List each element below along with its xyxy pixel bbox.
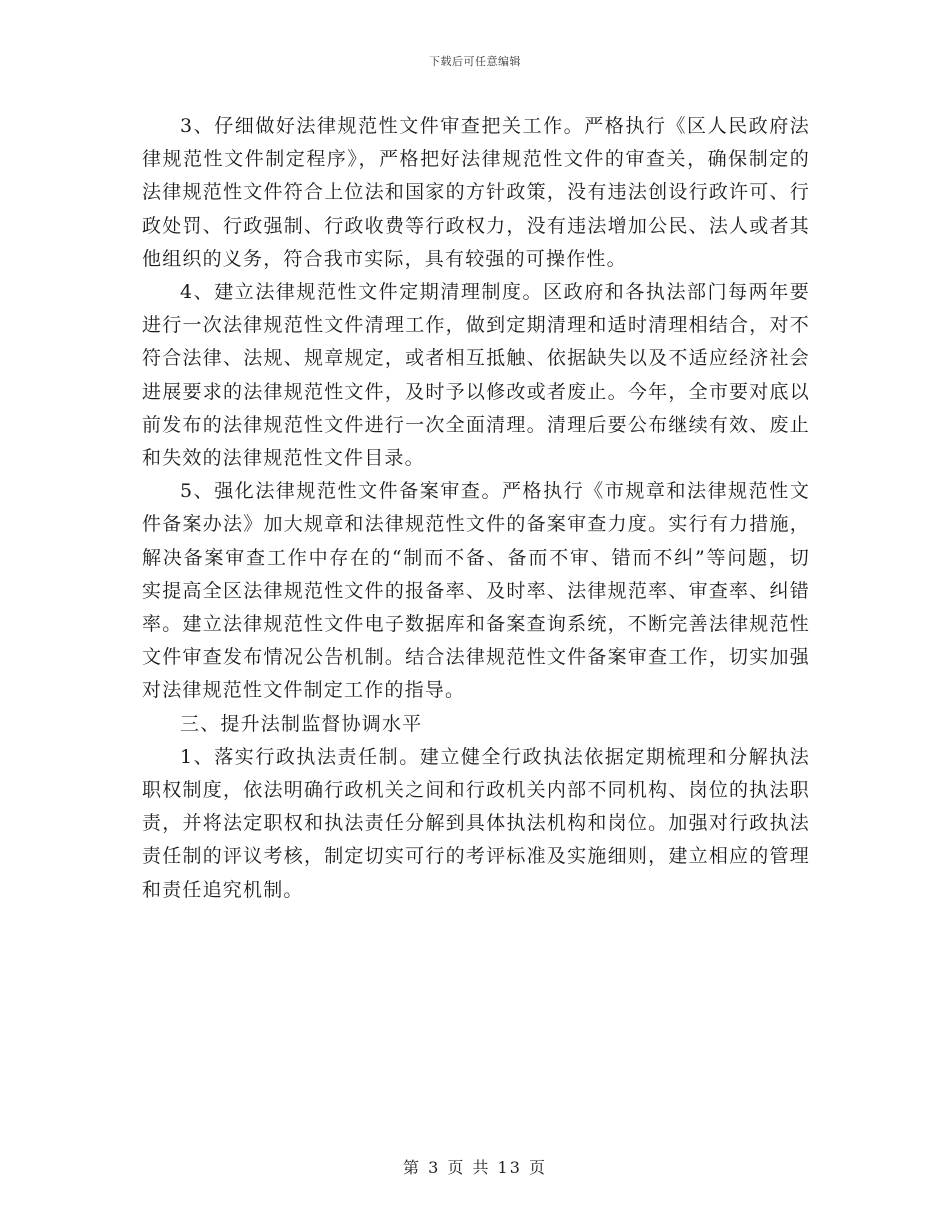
document-body [142, 110, 810, 907]
page-footer: 第 3 页 共 13 页 [403, 1158, 547, 1177]
section-heading-3: 三、提升法制监督协调水平 [180, 712, 423, 735]
page-header: 下载后可任意编辑 [429, 55, 521, 68]
paragraph-item-3: 3、仔细做好法律规范性文件审查把关工作。严格执行《区人民政府法律规范性文件制定程序》，严格把好法律规范性文件的审查关，确保制定的法律规范性文件符合上位法和国家的方针政策，没有违法创设行政许可、行政处罚、行政强制、行政收费等行政权力，没有违法增加公民、法人或者其他组织的义务，符合我市实际，具有较强的可操作性。 [142, 115, 810, 270]
paragraph-item-5: 5、强化法律规范性文件备案审查。严格执行《市规章和法律规范性文件备案办法》加大规章和法律规范性文件的备案审查力度。实行有力措施，解决备案审查工作中存在的“制而不备、备而不审、错而不纠”等问题，切实提高全区法律规范性文件的报备率、及时率、法律规范率、审查率、纠错率。建立法律规范性文件电子数据库和备案查询系统，不断完善法律规范性文件审查发布情况公告机制。结合法律规范性文件备案审查工作，切实加强对法律规范性文件制定工作的指导。 [142, 480, 810, 702]
paragraph-item-4: 4、建立法律规范性文件定期清理制度。区政府和各执法部门每两年要进行一次法律规范性文件清理工作，做到定期清理和适时清理相结合，对不符合法律、法规、规章规定，或者相互抵触、依据缺失以及不适应经济社会进展要求的法律规范性文件，及时予以修改或者废止。今年，全市要对底以前发布的法律规范性文件进行一次全面清理。清理后要公布继续有效、废止和失效的法律规范性文件目录。 [142, 281, 810, 470]
paragraph-item-1: 1、落实行政执法责任制。建立健全行政执法依据定期梳理和分解执法职权制度，依法明确行政机关之间和行政机关内部不同机构、岗位的执法职责，并将法定职权和执法责任分解到具体执法机构和岗位。加强对行政执法责任制的评议考核，制定切实可行的考评标准及实施细则，建立相应的管理和责任追究机制。 [142, 745, 810, 901]
